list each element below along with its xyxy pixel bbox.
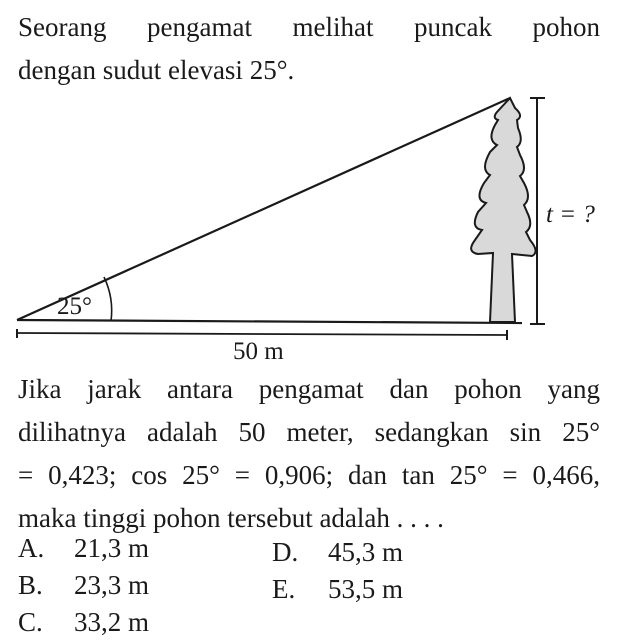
problem-intro bbox=[18, 6, 600, 92]
elevation-diagram bbox=[0, 85, 617, 365]
height-label: t = ? bbox=[546, 201, 595, 228]
option-value: 45,3 m bbox=[328, 537, 404, 567]
question-line-1: Jika jarak antara pengamat dan pohon yang bbox=[18, 374, 600, 404]
option-letter: D. bbox=[272, 537, 299, 567]
tree-icon bbox=[471, 98, 535, 322]
option-value: 23,3 m bbox=[74, 570, 150, 600]
option-value: 33,2 m bbox=[74, 607, 150, 637]
line-of-sight bbox=[17, 98, 510, 320]
option-value: 21,3 m bbox=[74, 533, 150, 563]
option-letter: C. bbox=[18, 607, 43, 637]
option-d[interactable] bbox=[272, 534, 403, 570]
intro-line-1: Seorang pengamat melihat puncak pohon bbox=[18, 12, 600, 42]
question-line-2: dilihatnya adalah 50 meter, sedangkan sin 25° bbox=[18, 417, 600, 447]
option-letter: A. bbox=[18, 533, 45, 563]
option-a[interactable] bbox=[18, 530, 149, 566]
intro-line-2: dengan sudut elevasi 25°. bbox=[18, 55, 295, 85]
question-line-4: maka tinggi pohon tersebut adalah . . . . bbox=[18, 503, 444, 533]
option-b[interactable] bbox=[18, 567, 149, 603]
angle-arc bbox=[104, 277, 112, 321]
option-e[interactable] bbox=[272, 571, 403, 607]
angle-label: 25° bbox=[57, 293, 92, 320]
base-label: 50 m bbox=[233, 338, 284, 365]
option-letter: B. bbox=[18, 570, 43, 600]
problem-question bbox=[18, 368, 600, 540]
question-line-3: = 0,423; cos 25° = 0,906; dan tan 25° = 0,466, bbox=[18, 460, 600, 490]
option-c[interactable] bbox=[18, 604, 149, 640]
ground-line bbox=[17, 320, 522, 323]
height-dimension bbox=[530, 98, 545, 324]
option-value: 53,5 m bbox=[328, 574, 404, 604]
option-letter: E. bbox=[272, 574, 296, 604]
